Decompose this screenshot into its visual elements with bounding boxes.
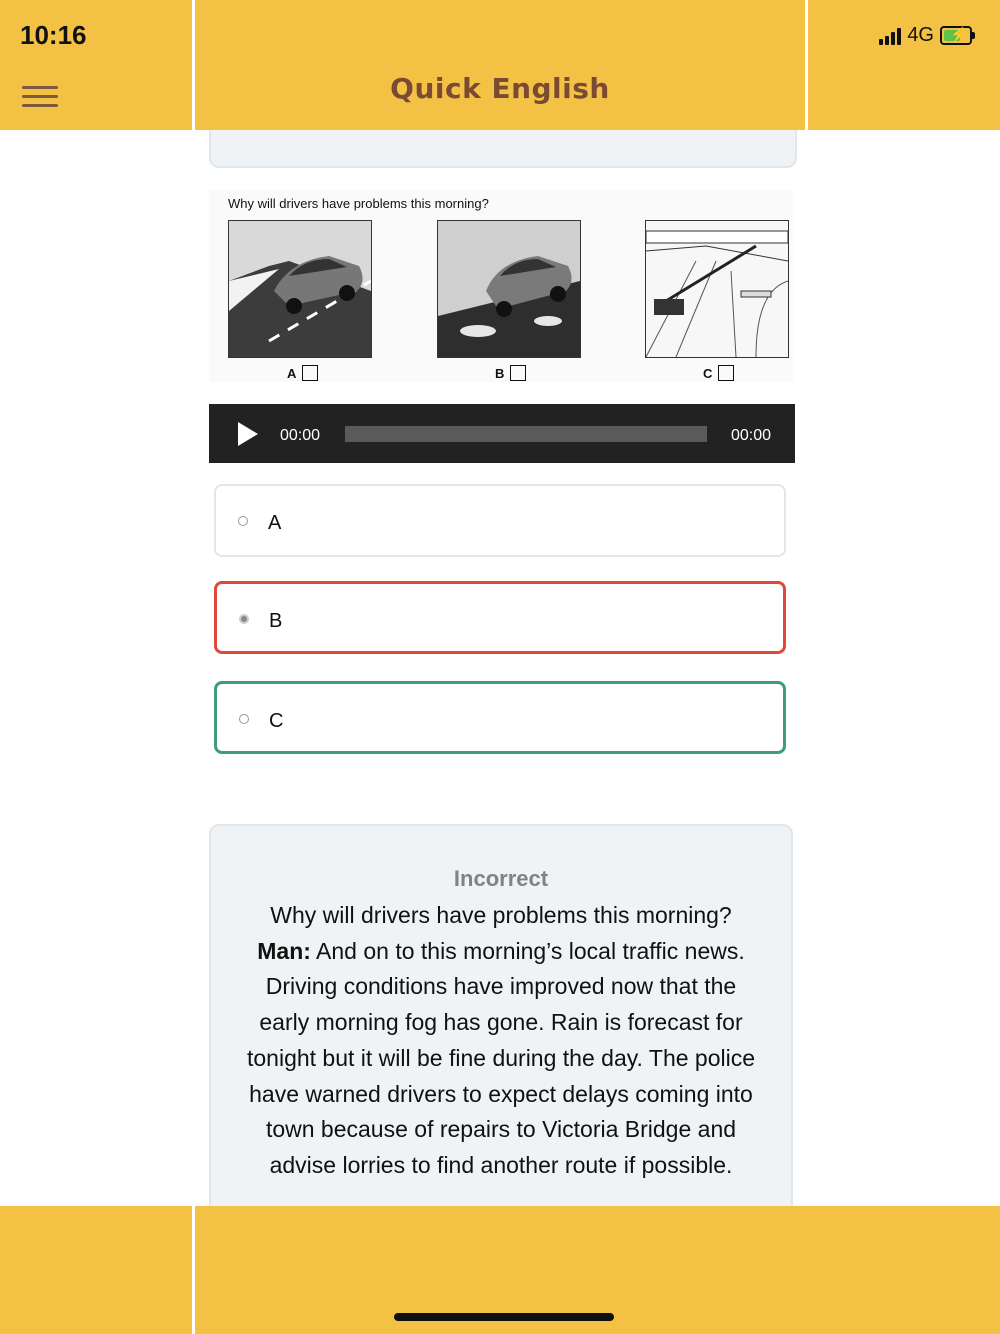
play-icon[interactable] bbox=[238, 422, 258, 446]
picture-label-c: C bbox=[703, 365, 734, 381]
top-app-bar bbox=[0, 0, 1000, 130]
checkbox-icon bbox=[302, 365, 318, 381]
option-b[interactable] bbox=[214, 581, 786, 654]
network-type: 4G bbox=[907, 24, 934, 46]
battery-charging-icon: ⚡ bbox=[940, 26, 972, 45]
app-title: Quick English bbox=[390, 72, 610, 105]
speaker-label: Man: bbox=[257, 937, 311, 964]
signal-icon bbox=[879, 27, 901, 45]
audio-progress-track[interactable] bbox=[345, 426, 707, 442]
bar-divider bbox=[805, 0, 808, 130]
option-label: A bbox=[268, 512, 282, 534]
bar-divider bbox=[192, 0, 195, 130]
picture-label-a: A bbox=[287, 365, 318, 381]
question-image bbox=[209, 190, 793, 382]
status-indicators bbox=[879, 24, 972, 47]
audio-current-time: 00:00 bbox=[280, 427, 321, 444]
status-time: 10:16 bbox=[20, 20, 87, 50]
feedback-text bbox=[245, 898, 757, 1184]
radio-icon[interactable] bbox=[239, 714, 249, 724]
feedback-title: Incorrect bbox=[453, 866, 549, 891]
feedback-question: Why will drivers have problems this morning? bbox=[270, 902, 732, 928]
car-headlights-fog-image bbox=[228, 220, 372, 358]
question-prompt: Why will drivers have problems this morning? bbox=[228, 196, 489, 211]
car-rain-puddles-image bbox=[437, 220, 581, 358]
audio-player bbox=[209, 404, 795, 463]
checkbox-icon bbox=[718, 365, 734, 381]
radio-selected-icon[interactable] bbox=[239, 614, 249, 624]
home-indicator[interactable] bbox=[394, 1313, 614, 1321]
option-label: C bbox=[269, 710, 284, 732]
picture-label-b: B bbox=[495, 365, 526, 381]
checkbox-icon bbox=[510, 365, 526, 381]
audio-duration: 00:00 bbox=[730, 427, 771, 444]
bridge-repair-crane-image bbox=[645, 220, 789, 358]
option-label: B bbox=[269, 610, 283, 632]
feedback-card bbox=[209, 824, 793, 1244]
option-c[interactable] bbox=[214, 681, 786, 754]
radio-icon[interactable] bbox=[238, 516, 248, 526]
previous-card bbox=[209, 130, 797, 168]
bar-divider bbox=[192, 1206, 195, 1334]
option-a[interactable] bbox=[214, 484, 786, 557]
transcript: And on to this morning’s local traffic news. Driving conditions have improved now that the early morning fog has gone. Rain is forecast for tonight but it will be fine during the day. The police have warned drivers to expect delays coming into town because of repairs to Victoria Bridge and advise lorries to find another route if possible. bbox=[246, 937, 756, 1178]
